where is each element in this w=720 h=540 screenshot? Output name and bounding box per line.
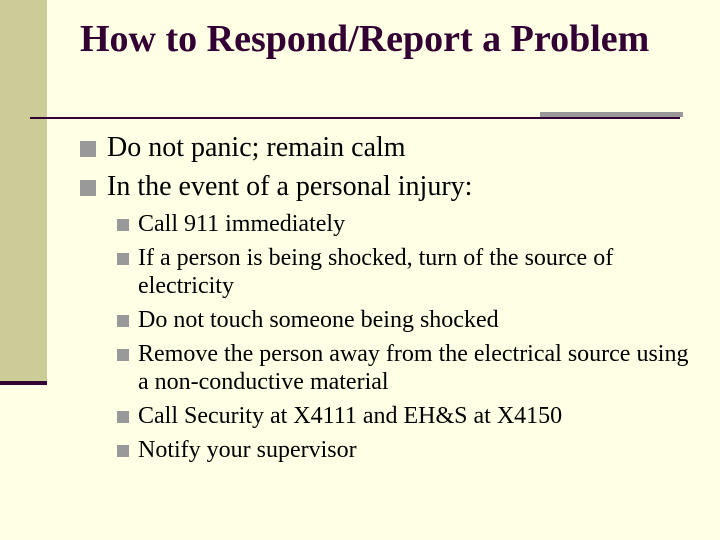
square-bullet-icon [117,349,129,361]
square-bullet-icon [117,219,129,231]
sub-bullet-item [111,306,700,334]
square-bullet-icon [117,411,129,423]
sub-bullet-item [111,402,700,430]
title-underline-accent [540,112,683,117]
bullet-item [80,131,700,165]
bullet-text: Do not panic; remain calm [107,132,406,163]
sub-bullet-text: If a person is being shocked, turn of the source of electricity [138,245,614,299]
sub-bullet-text: Call Security at X4111 and EH&S at X4150 [138,403,563,429]
square-bullet-icon [117,315,129,327]
square-bullet-icon [80,180,96,196]
sub-bullet-text: Do not touch someone being shocked [138,307,499,333]
sub-bullet-list [80,210,700,464]
square-bullet-icon [117,253,129,265]
square-bullet-icon [117,445,129,457]
title-underline [30,117,680,119]
sub-bullet-item [111,210,700,238]
bullet-item [80,170,700,464]
bullet-list [80,131,700,470]
sub-bullet-item [111,436,700,464]
bullet-text: In the event of a personal injury: [107,171,473,202]
left-decorative-band [0,0,47,383]
sub-bullet-item [111,244,700,300]
sub-bullet-text: Notify your supervisor [138,437,357,463]
slide-title: How to Respond/Report a Problem [80,18,650,60]
square-bullet-icon [80,141,96,157]
left-band-divider [0,381,47,385]
sub-bullet-text: Call 911 immediately [138,211,346,237]
sub-bullet-item [111,340,700,396]
sub-bullet-text: Remove the person away from the electrical source using a non-conductive material [138,341,689,395]
